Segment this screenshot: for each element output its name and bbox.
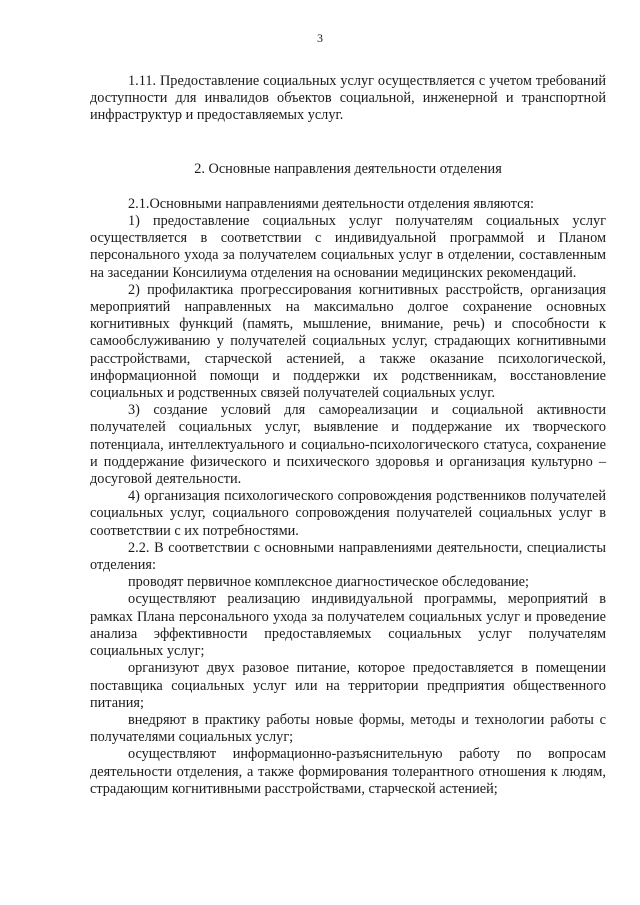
paragraph-2-1-item-3: 3) создание условий для самореализации и социальной активности получателей социальных услуг, выявление и поддержание их творческого потенциала, интеллектуального и социально-психологического статуса, сохранение и поддержание физического и психического здоровья и организация культурно – досуговой деятельности. [90,402,606,488]
paragraph-2-2-intro: 2.2. В соответствии с основными направлениями деятельности, специалисты отделения: [90,539,606,574]
paragraph-1-11: 1.11. Предоставление социальных услуг осуществляется с учетом требований доступности для инвалидов объектов социальной, инженерной и транспортной инфраструктур и предоставляемых услуг. [90,73,606,124]
paragraph-2-2-item-1: проводят первичное комплексное диагностическое обследование; [128,574,529,591]
paragraph-2-1-item-4: 4) организация психологического сопровождения родственников получателей социальных услуг, социального сопровождения получателей социальных услуг в соответствии с их потребностями. [90,488,606,539]
paragraph-2-2-item-2: осуществляют реализацию индивидуальной программы, мероприятий в рамках Плана персонального ухода за получателем социальных услуг и проведение анализа эффективности предоставляемых социальных услуг получателям социальных услуг; [90,591,606,660]
paragraph-2-2-item-3: организуют двух разовое питание, которое предоставляется в помещении поставщика социальных услуг или на территории предприятия общественного питания; [90,660,606,711]
paragraph-2-1-item-2: 2) профилактика прогрессирования когнитивных расстройств, организация мероприятий направленных на максимально долгое сохранение основных когнитивных функций (память, мышление, внимание, речь) и способности к самообслуживанию у получателей социальных услуг, страдающих когнитивными расстройствами, старческой астенией, а также оказание психологической, информационной помощи и поддержки их родственникам, восстановление социальных и родственных связей получателей социальных услуг. [90,281,606,402]
paragraph-2-2-item-4: внедряют в практику работы новые формы, методы и технологии работы с получателями социальных услуг; [90,711,606,746]
section-heading: 2. Основные направления деятельности отделения [194,160,502,177]
page-number: 3 [317,31,323,45]
paragraph-2-1-intro: 2.1.Основными направлениями деятельности отделения являются: [128,195,534,212]
paragraph-2-1-item-1: 1) предоставление социальных услуг получателям социальных услуг осуществляется в соответствии с индивидуальной программой и Планом персонального ухода за получателем социальных услуг в отделении, составленным на заседании Консилиума отделения на основании медицинских рекомендаций. [90,213,606,281]
paragraph-2-2-item-5: осуществляют информационно-разъяснительную работу по вопросам деятельности отделения, а также формирования толерантного отношения к людям, страдающим когнитивными расстройствами, старческой астенией; [90,746,606,797]
document-body [90,73,606,798]
